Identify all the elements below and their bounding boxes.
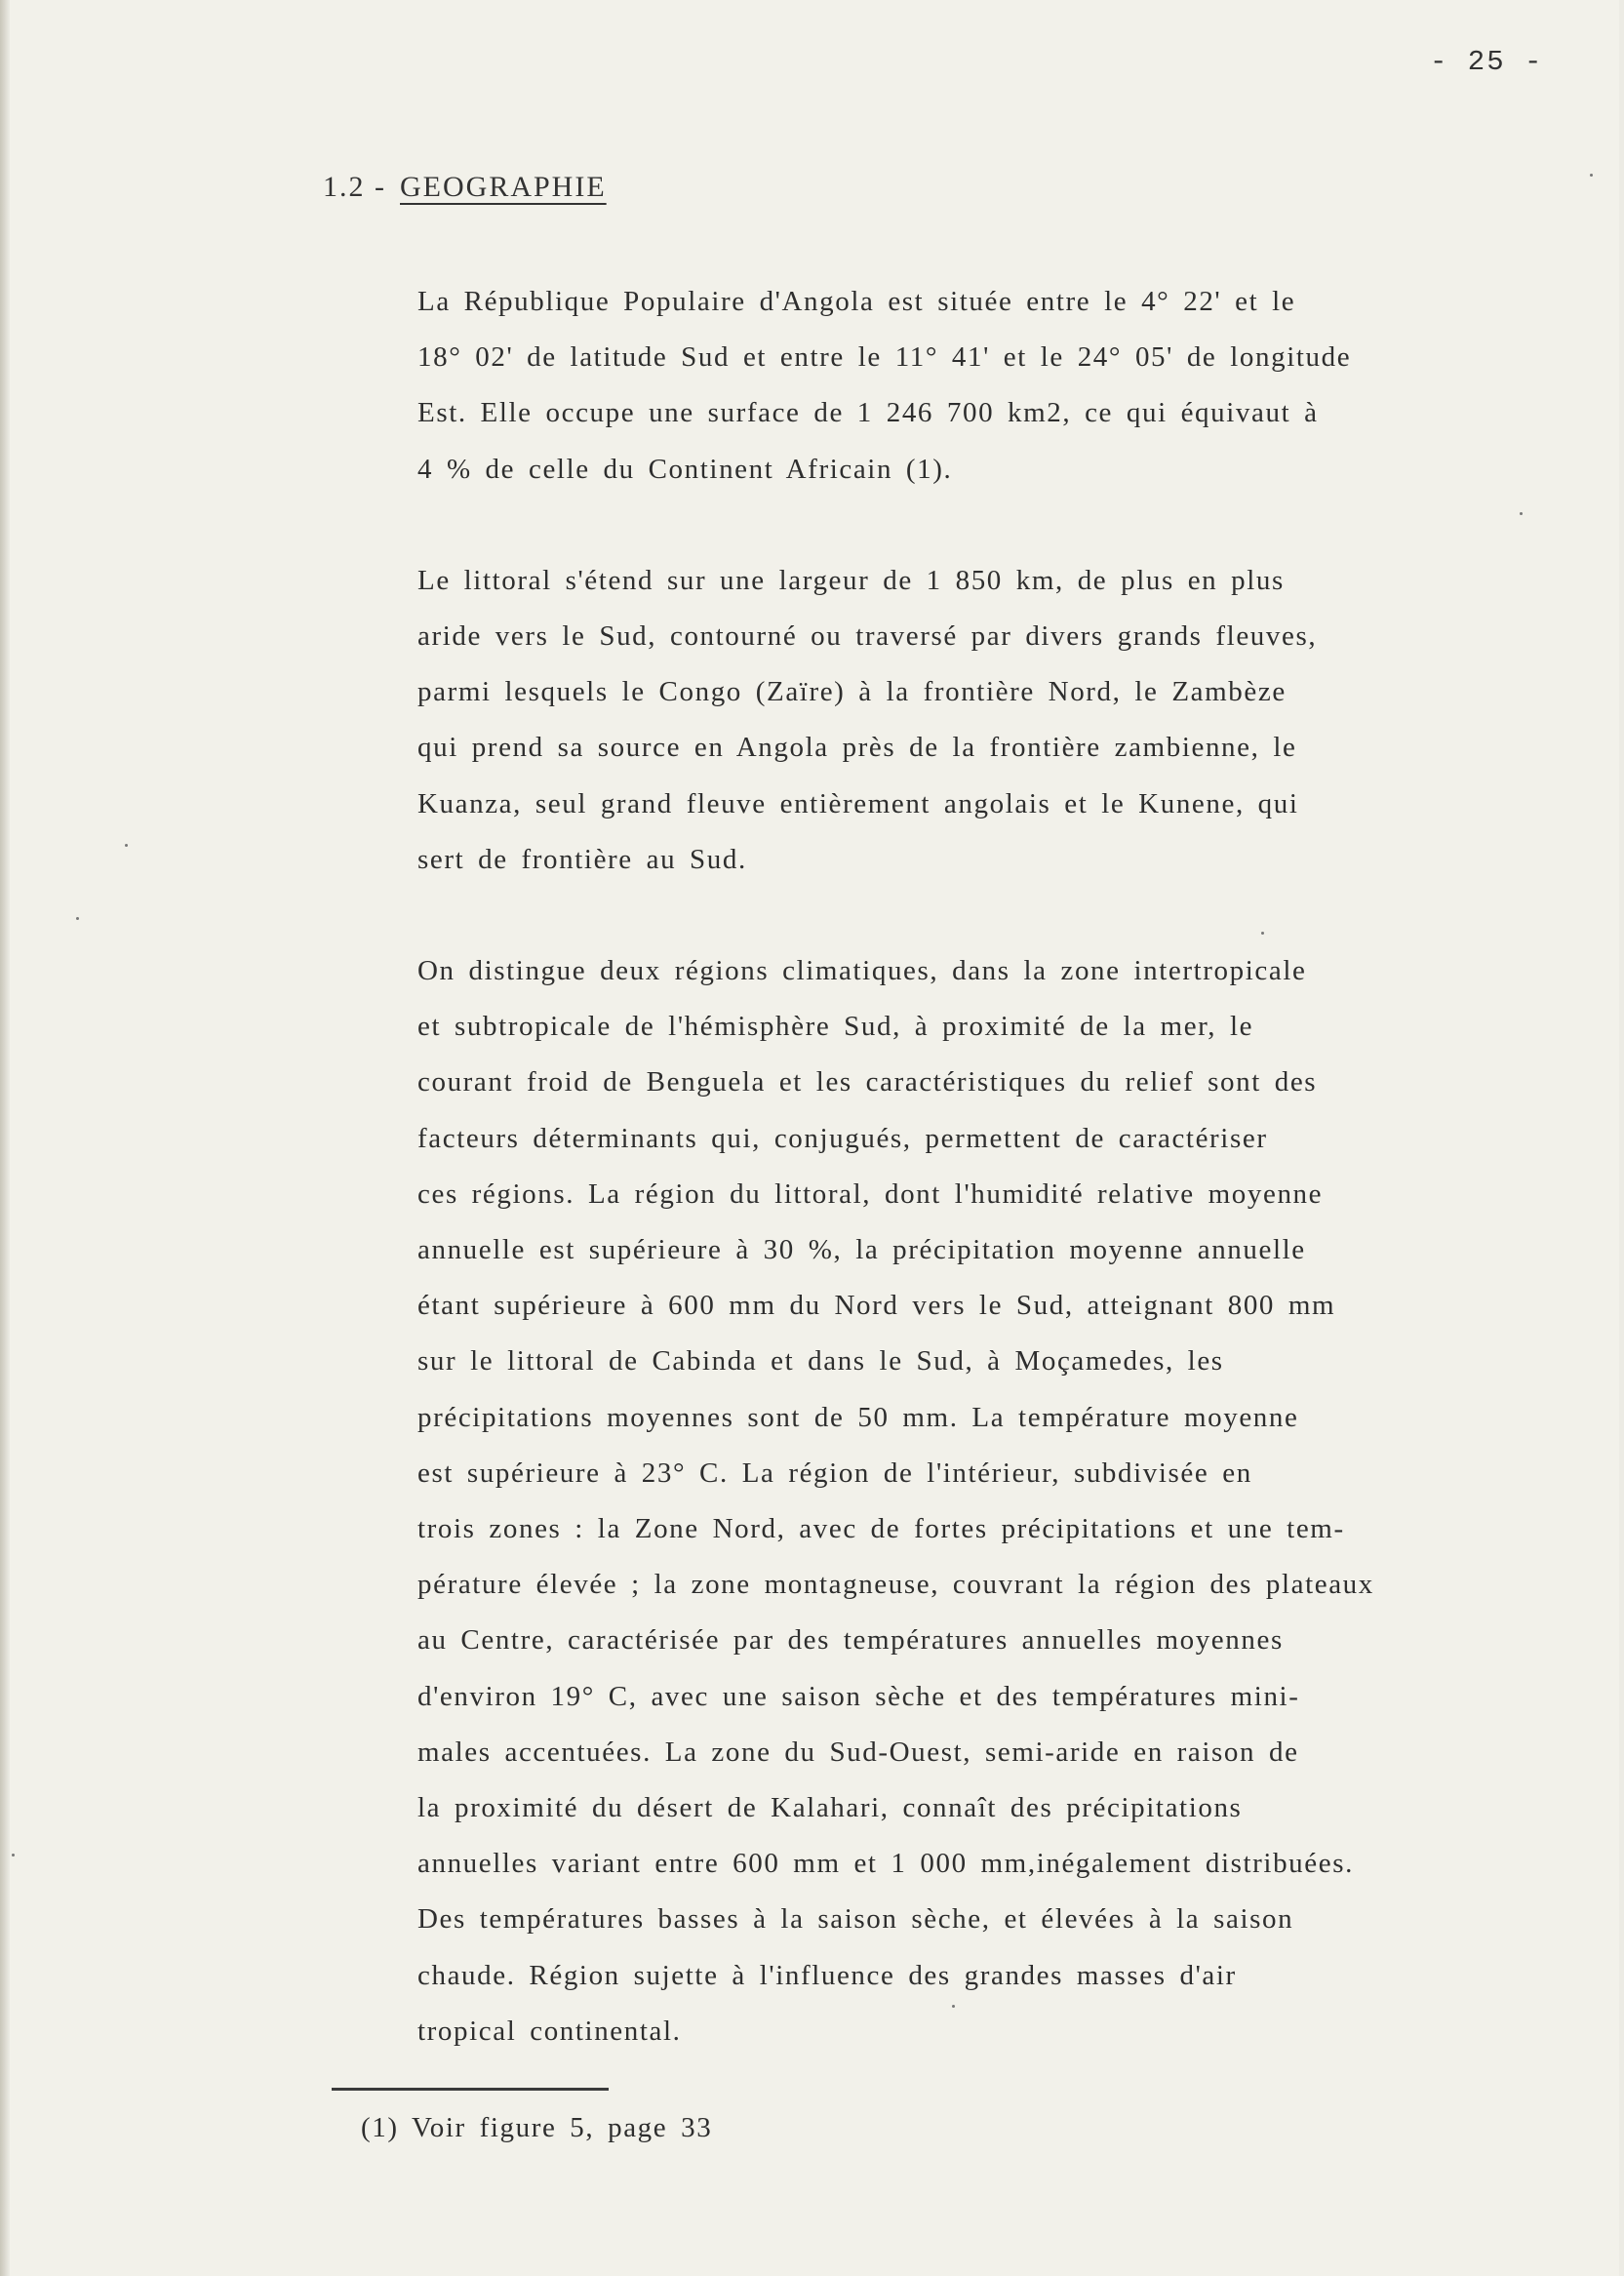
text-line: Des températures basses à la saison sèche, et élevées à la saison — [417, 1903, 1294, 1936]
text-line: La République Populaire d'Angola est située entre le 4° 22' et le — [417, 286, 1296, 317]
page-number: - 25 - — [1430, 46, 1544, 78]
scan-speck — [1590, 174, 1593, 177]
section-number: 1.2 - — [323, 171, 386, 203]
scan-speck — [125, 844, 128, 847]
text-line: précipitations moyennes sont de 50 mm. La température moyenne — [417, 1401, 1299, 1433]
text-line: annuelles variant entre 600 mm et 1 000 mm,inégalement distribuées. — [417, 1848, 1354, 1880]
text-line: annuelle est supérieure à 30 %, la précipitation moyenne annuelle — [417, 1234, 1306, 1266]
paragraph-location — [417, 274, 1607, 498]
text-line: 18° 02' de latitude Sud et entre le 11° 41' et le 24° 05' de longitude — [417, 341, 1352, 374]
text-line: au Centre, caractérisée par des températures annuelles moyennes — [417, 1624, 1284, 1657]
scan-speck — [12, 1854, 15, 1857]
scan-speck — [952, 2005, 955, 2008]
text-line: d'environ 19° C, avec une saison sèche et des températures mini- — [417, 1680, 1300, 1712]
section-title: GEOGRAPHIE — [400, 171, 607, 203]
text-line: chaude. Région sujette à l'influence des grandes masses d'air — [417, 1959, 1237, 1991]
text-line: tropical continental. — [417, 2015, 682, 2047]
text-line: 4 % de celle du Continent Africain (1). — [417, 453, 953, 485]
text-line: facteurs déterminants qui, conjugués, permettent de caractériser — [417, 1122, 1268, 1154]
footnote-divider — [332, 2088, 609, 2091]
paragraph-coastline — [417, 553, 1607, 888]
text-line: parmi lesquels le Congo (Zaïre) à la frontière Nord, le Zambèze — [417, 676, 1287, 708]
footnote: (1) Voir figure 5, page 33 — [361, 2112, 713, 2143]
text-line: et subtropicale de l'hémisphère Sud, à proximité de la mer, le — [417, 1011, 1254, 1043]
text-line: trois zones : la Zone Nord, avec de fortes précipitations et une tem- — [417, 1513, 1345, 1545]
text-line: sert de frontière au Sud. — [417, 843, 747, 875]
text-line: Le littoral s'étend sur une largeur de 1 850 km, de plus en plus — [417, 564, 1285, 596]
text-line: est supérieure à 23° C. La région de l'intérieur, subdivisée en — [417, 1457, 1252, 1489]
text-line: On distingue deux régions climatiques, dans la zone intertropicale — [417, 955, 1307, 987]
text-line: courant froid de Benguela et les caractéristiques du relief sont des — [417, 1066, 1318, 1098]
scan-speck — [1261, 932, 1264, 935]
document-page — [8, 0, 1619, 2276]
text-line: aride vers le Sud, contourné ou traversé par divers grands fleuves, — [417, 620, 1318, 653]
body-text — [417, 274, 1607, 2115]
text-line: étant supérieure à 600 mm du Nord vers le Sud, atteignant 800 mm — [417, 1290, 1336, 1322]
text-line: la proximité du désert de Kalahari, connaît des précipitations — [417, 1792, 1243, 1824]
text-line: pérature élevée ; la zone montagneuse, couvrant la région des plateaux — [417, 1569, 1374, 1601]
text-line: males accentuées. La zone du Sud-Ouest, semi-aride en raison de — [417, 1736, 1299, 1768]
scan-speck — [1520, 512, 1523, 515]
text-line: Kuanza, seul grand fleuve entièrement angolais et le Kunene, qui — [417, 787, 1299, 819]
text-line: sur le littoral de Cabinda et dans le Sud, à Moçamedes, les — [417, 1345, 1224, 1378]
text-line: qui prend sa source en Angola près de la frontière zambienne, le — [417, 732, 1297, 764]
text-line: ces régions. La région du littoral, dont l'humidité relative moyenne — [417, 1178, 1324, 1210]
paragraph-climate — [417, 943, 1607, 2059]
page-edge-shadow — [0, 0, 10, 2276]
scan-speck — [76, 917, 79, 920]
section-heading — [323, 171, 607, 204]
text-line: Est. Elle occupe une surface de 1 246 700 km2, ce qui équivaut à — [417, 397, 1319, 429]
